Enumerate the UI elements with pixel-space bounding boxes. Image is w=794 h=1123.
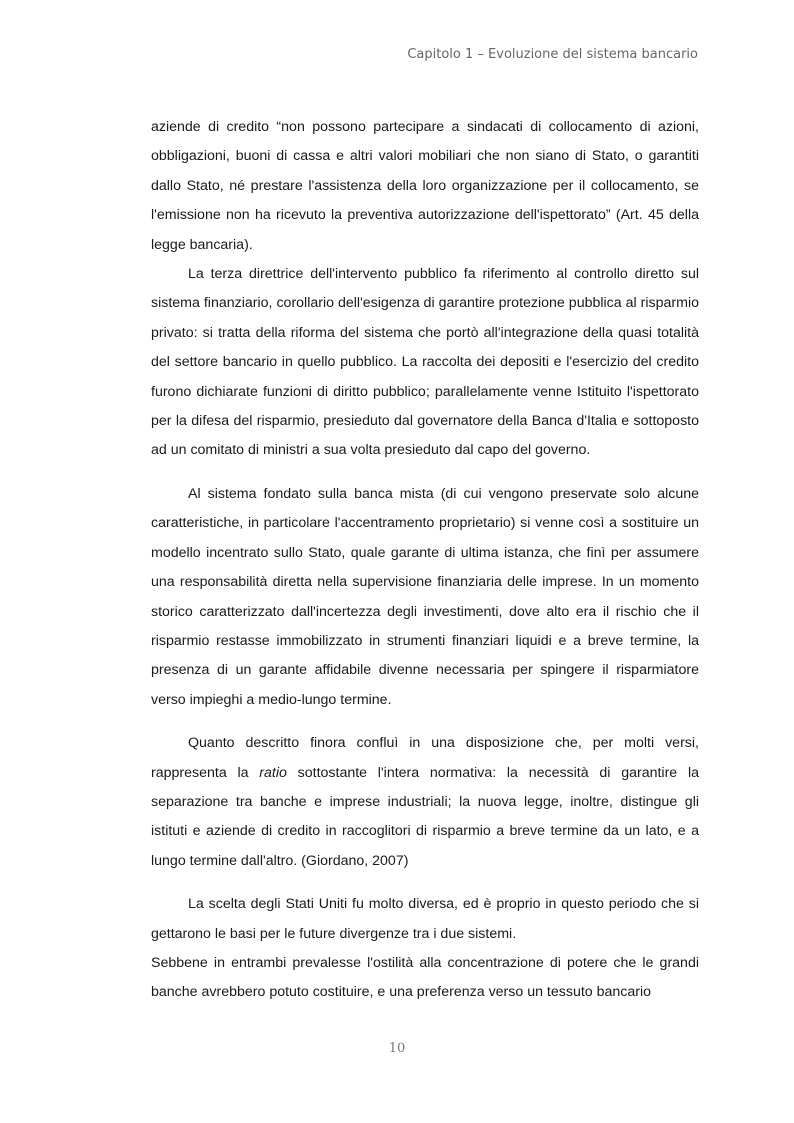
ratio-text-after: sottostante l'intera normativa: la necessità di garantire la separazione tra banche e imprese industriali; la nuova legge, inoltre, distingue gli istituti e aziende di credito in raccoglitori di risparmio a breve termine da un lato, e a lungo termine dall'altro. (Giordano, 2007) — [151, 764, 699, 869]
document-body — [151, 113, 699, 1008]
paragraph-banca-mista: Al sistema fondato sulla banca mista (di cui vengono preservate solo alcune caratteristiche, in particolare l'accentramento proprietario) si venne così a sostituire un modello incentrato sullo Stato, quale garante di ultima istanza, che finì per assumere una responsabilità diretta nella supervisione finanziaria delle imprese. In un momento storico caratterizzato dall'incertezza degli investimenti, dove alto era il rischio che il risparmio restasse immobilizzato in strumenti finanziari liquidi e a breve termine, la presenza di un garante affidabile divenne necessaria per spingere il risparmiatore verso impieghi a medio-lungo termine. — [151, 485, 699, 708]
paragraph-sebbene: Sebbene in entrambi prevalesse l'ostilità alla concentrazione di potere che le grandi banche avrebbero potuto costituire, e una preferenza verso un tessuto bancario — [151, 954, 699, 1001]
page-number: 10 — [388, 1041, 406, 1056]
paragraph-third-direction: La terza direttrice dell'intervento pubblico fa riferimento al controllo diretto sul sistema finanziario, corollario dell'esigenza di garantire protezione pubblica al risparmio privato: si tratta della riforma del sistema che portò all'integrazione della quasi totalità del settore bancario in quello pubblico. La raccolta dei depositi e l'esercizio del credito furono dichiarate funzioni di diritto pubblico; parallelamente venne Istituito l'ispettorato per la difesa del risparmio, presieduto dal governatore della Banca d'Italia e sottoposto ad un comitato di ministri a sua volta presieduto dal capo del governo. — [151, 266, 699, 459]
paragraph-continued: aziende di credito “non possono partecipare a sindacati di collocamento di azioni, obbligazioni, buoni di cassa e altri valori mobiliari che non siano di Stato, o garantiti dallo Stato, né prestare l'assistenza della loro organizzazione per il collocamento, se l'emissione non ha ricevuto la preventiva autorizzazione dell'ispettorato” (Art. 45 della legge bancaria). — [151, 119, 699, 253]
paragraph-ratio — [151, 729, 699, 876]
ratio-italic-term: ratio — [259, 764, 287, 781]
paragraph-stati-uniti: La scelta degli Stati Uniti fu molto diversa, ed è proprio in questo periodo che si gettarono le basi per le future divergenze tra i due sistemi. — [151, 896, 699, 942]
chapter-header: Capitolo 1 – Evoluzione del sistema bancario — [407, 47, 698, 62]
ratio-text-before: Quanto descritto finora confluì in una disposizione che, per molti versi, rappresenta la — [151, 735, 699, 781]
